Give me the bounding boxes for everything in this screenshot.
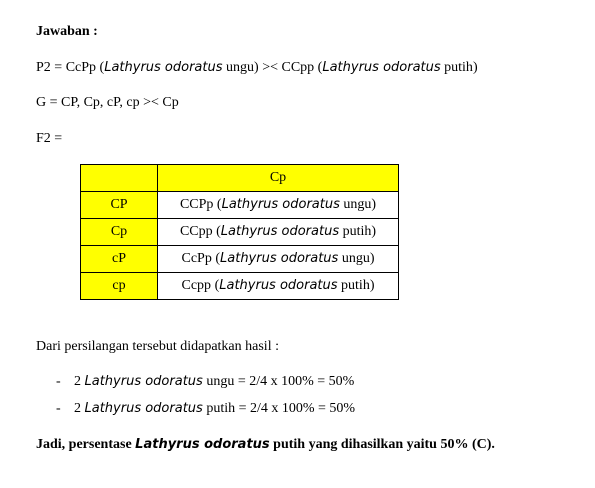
p2-right-color: putih (444, 60, 473, 75)
row-color: ungu (341, 251, 370, 266)
row-genotype: CcPp (181, 251, 212, 266)
p2-left-color: ungu (226, 60, 255, 75)
table-header-row (81, 165, 399, 192)
gametes-line: G = CP, Cp, cP, cp >< Cp (36, 95, 179, 110)
p2-left-genotype: CcPp (65, 60, 97, 75)
bullet-dash: - (56, 401, 61, 416)
table-corner-cell (81, 165, 158, 192)
p2-right-species: Lathyrus odoratus (322, 60, 441, 75)
bullet-count: 2 (74, 374, 81, 389)
bullet-text (74, 373, 354, 391)
result-intro: Dari persilangan tersebut didapatkan hasil : (36, 339, 279, 354)
row-result: Ccpp (Lathyrus odoratus putih) (158, 273, 399, 300)
row-gamete: cP (81, 246, 158, 273)
row-genotype: CCPp (179, 197, 214, 212)
row-genotype: Ccpp (181, 278, 212, 293)
row-species: Lathyrus odoratus (219, 278, 338, 293)
table-header-cp: Cp (158, 165, 399, 192)
punnett-table (80, 164, 399, 300)
bullet-item (0, 400, 595, 418)
bullet-dash: - (56, 374, 61, 389)
row-result: CCPp (Lathyrus odoratus ungu) (158, 192, 399, 219)
row-species: Lathyrus odoratus (220, 251, 339, 266)
p2-left-species: Lathyrus odoratus (104, 60, 223, 75)
row-gamete: CP (81, 192, 158, 219)
bullet-rest: putih = 2/4 x 100% = 50% (206, 401, 356, 416)
conclusion (36, 436, 495, 454)
table-row (81, 246, 399, 273)
row-color: ungu (343, 197, 372, 212)
row-gamete: cp (81, 273, 158, 300)
table-row (81, 192, 399, 219)
row-result: CcPp (Lathyrus odoratus ungu) (158, 246, 399, 273)
cross-symbol: >< (262, 60, 278, 75)
p2-line: P2 = CcPp (Lathyrus odoratus ungu) >< CCpp (Lathyrus odoratus putih) (36, 60, 478, 75)
conclusion-suffix: putih yang dihasilkan yaitu 50% (C). (269, 437, 495, 452)
answer-heading: Jawaban : (36, 24, 98, 39)
row-species: Lathyrus odoratus (220, 224, 340, 239)
row-result: CCpp (Lathyrus odoratus putih) (158, 219, 399, 246)
row-color: putih (342, 224, 372, 239)
bullet-count: 2 (74, 401, 81, 416)
row-genotype: CCpp (179, 224, 213, 239)
p2-right-genotype: CCpp (281, 60, 315, 75)
conclusion-prefix: Jadi, persentase (36, 437, 136, 452)
row-gamete: Cp (81, 219, 158, 246)
conclusion-species: Lathyrus odoratus (135, 437, 270, 452)
table-row (81, 219, 399, 246)
table-row (81, 273, 399, 300)
bullet-species: Lathyrus odoratus (84, 401, 203, 416)
bullet-item (0, 373, 595, 391)
row-color: putih (341, 278, 370, 293)
row-species: Lathyrus odoratus (221, 197, 340, 212)
f2-label: F2 = (36, 131, 63, 146)
bullet-rest: ungu = 2/4 x 100% = 50% (206, 374, 355, 389)
p2-label: P2 = (36, 60, 66, 75)
bullet-species: Lathyrus odoratus (84, 374, 203, 389)
bullet-text (74, 400, 355, 418)
